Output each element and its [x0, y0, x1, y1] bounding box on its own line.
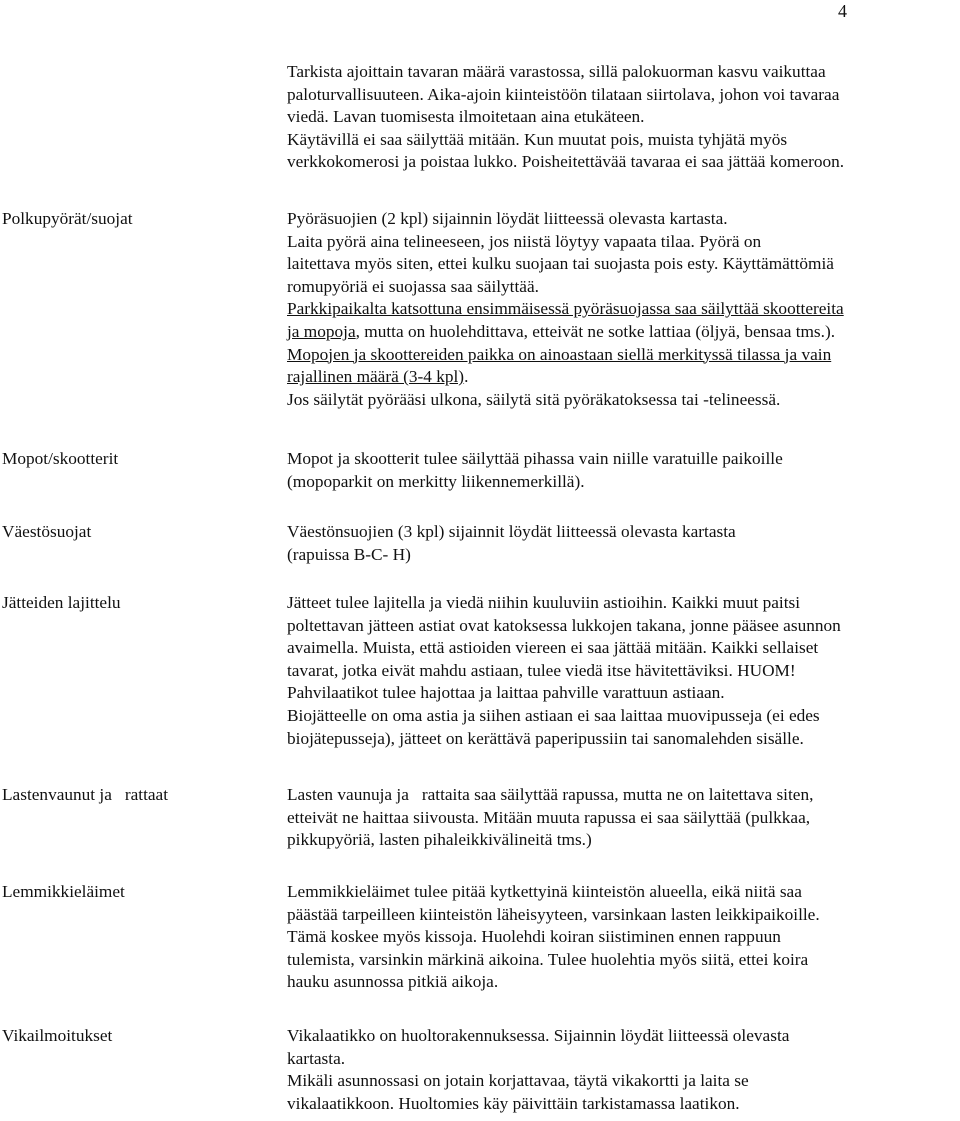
text-line: Jätteet tulee lajitella ja viedä niihin kuuluviin astioihin. Kaikki muut paitsi [287, 593, 801, 612]
underlined-line: Mopojen ja skoottereiden paikka on ainoastaan siellä merkityssä tilassa ja vain [287, 344, 832, 364]
underlined-text: ja mopoja [287, 321, 356, 341]
text-line: Tämä koskee myös kissoja. Huolehdi koiran siistiminen ennen rappuun [287, 927, 781, 947]
text-line: Pyöräsuojien (2 kpl) sijainnin löydät liitteessä olevasta kartasta. [287, 209, 728, 228]
text-line: paloturvallisuuteen. Aika-ajoin kiinteistöön tilataan siirtolava, johon voi tavaraa [287, 84, 840, 104]
text-line: tulemista, varsinkin märkinä aikoina. Tulee huolehtia myös siitä, ettei koira [287, 949, 809, 969]
text-line: (mopoparkit on merkitty liikennemerkillä). [287, 471, 585, 491]
text-line: etteivät ne haittaa siivousta. Mitään muuta rapussa ei saa säilyttää (pulkkaa, [287, 807, 811, 827]
text-line: Biojätteelle on oma astia ja siihen astiaan ei saa laittaa muovipusseja (ei edes [287, 705, 820, 725]
text-line: laitettava myös siten, ettei kulku suojaan tai suojasta pois esty. Käyttämättömiä [287, 254, 834, 274]
pets-section [287, 881, 959, 994]
waste-section [287, 592, 959, 750]
text-line: hauku asunnossa pitkiä aikoja. [287, 972, 499, 992]
text-line: Lasten vaunuja ja rattaita saa säilyttää rapussa, mutta ne on laitettava siten, [287, 785, 814, 804]
text-line: päästää tarpeilleen kiinteistön läheisyyteen, varsinkaan lasten leikkipaikoille. [287, 904, 820, 924]
text-line: Tarkista ajoittain tavaran määrä varastossa, sillä palokuorman kasvu vaikuttaa [287, 62, 826, 81]
text-line: Mikäli asunnossasi on jotain korjattavaa, täytä vikakortti ja laita se [287, 1071, 749, 1091]
text-line: Laita pyörä aina telineeseen, jos niistä löytyy vapaata tilaa. Pyörä on [287, 231, 762, 251]
shelters-section [287, 521, 959, 566]
mopeds-label: Mopot/skootterit [2, 449, 119, 468]
waste-label: Jätteiden lajittelu [2, 593, 121, 612]
bikes-label: Polkupyörät/suojat [2, 209, 133, 228]
text-line: romupyöriä ei suojassa saa säilyttää. [287, 276, 539, 296]
text-run: . [464, 367, 469, 387]
text-line: Jos säilytät pyörääsi ulkona, säilytä sitä pyöräkatoksessa tai -telineessä. [287, 389, 781, 409]
text-line: (rapuissa B-C- H) [287, 544, 411, 564]
intro-paragraph [287, 61, 959, 174]
text-line: tavarat, jotka eivät mahdu astiaan, tulee viedä itse hävitettäviksi. HUOM! [287, 660, 796, 680]
text-line: Väestönsuojien (3 kpl) sijainnit löydät liitteessä olevasta kartasta [287, 522, 736, 541]
text-line: Mopot ja skootterit tulee säilyttää pihassa vain niille varatuille paikoille [287, 449, 783, 468]
bikes-section [287, 208, 959, 411]
mopeds-section [287, 448, 959, 493]
prams-label: Lastenvaunut ja rattaat [2, 785, 169, 804]
text-line: biojätepusseja), jätteet on kerättävä paperipussiin tai sanomalehden sisälle. [287, 728, 804, 748]
underlined-text: rajallinen määrä (3-4 kpl) [287, 367, 465, 387]
faults-label: Vikailmoitukset [2, 1026, 113, 1045]
text-line: avaimella. Muista, että astioiden viereen ei saa jättää mitään. Kaikki sellaiset [287, 638, 819, 658]
page-number: 4 [838, 1, 847, 21]
shelters-label: Väestösuojat [2, 522, 92, 541]
text-line: vikalaatikkoon. Huoltomies käy päivittäin tarkistamassa laatikon. [287, 1093, 740, 1113]
text-line: verkkokomerosi ja poistaa lukko. Poisheitettävää tavaraa ei saa jättää komeroon. [287, 152, 845, 172]
text-line: Käytävillä ei saa säilyttää mitään. Kun muutat pois, muista tyhjätä myös [287, 129, 788, 149]
pets-label: Lemmikkieläimet [2, 882, 125, 901]
underlined-line: Parkkipaikalta katsottuna ensimmäisessä pyöräsuojassa saa säilyttää skoottereita [287, 299, 844, 319]
text-line: Lemmikkieläimet tulee pitää kytkettyinä kiinteistön alueella, eikä niitä saa [287, 882, 802, 901]
text-line: viedä. Lavan tuomisesta ilmoitetaan aina etukäteen. [287, 107, 645, 127]
text-line [287, 366, 959, 389]
faults-section [287, 1025, 959, 1115]
text-line: Vikalaatikko on huoltorakennuksessa. Sijainnin löydät liitteessä olevasta [287, 1026, 790, 1045]
text-line: pikkupyöriä, lasten pihaleikkivälineitä tms.) [287, 830, 592, 850]
text-line: Pahvilaatikot tulee hajottaa ja laittaa pahville varattuun astiaan. [287, 683, 725, 703]
text-run: , mutta on huolehdittava, etteivät ne sotke lattiaa (öljyä, bensaa tms.). [355, 321, 836, 341]
text-line: kartasta. [287, 1048, 346, 1068]
prams-section [287, 784, 959, 852]
text-line: poltettavan jätteen astiat ovat katoksessa lukkojen takana, jonne pääsee asunnon [287, 615, 841, 635]
text-line [287, 321, 959, 344]
